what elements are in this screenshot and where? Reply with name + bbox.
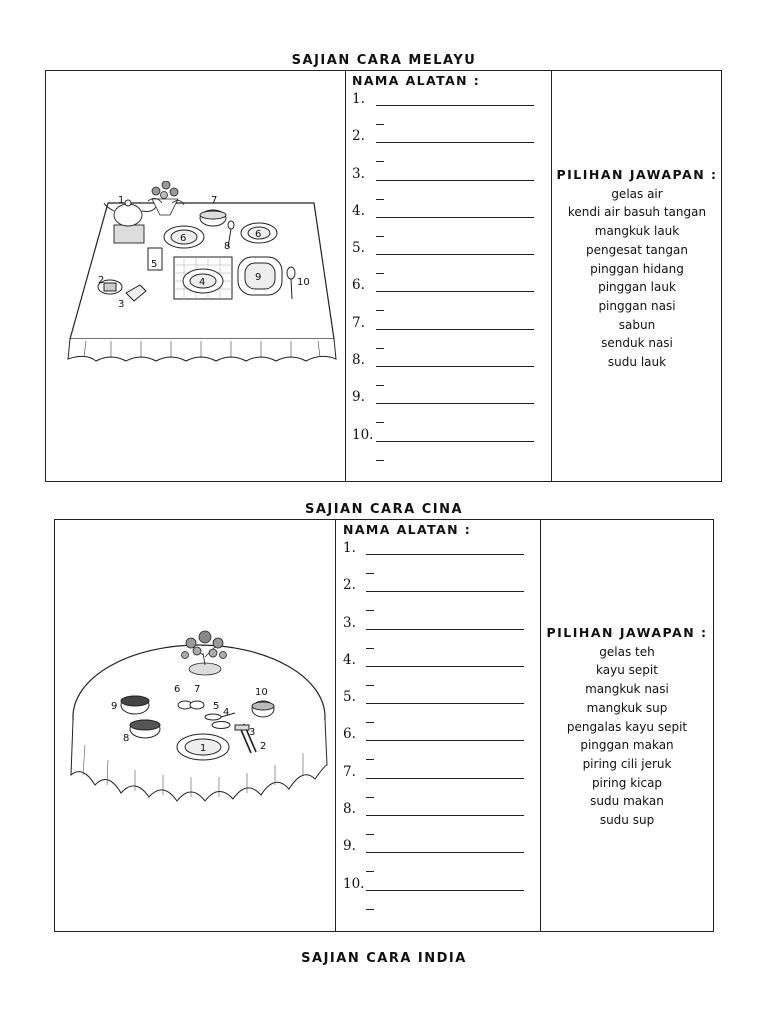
choice-item: gelas air: [611, 186, 663, 201]
nama-alatan-header: NAMA ALATAN :: [352, 73, 481, 88]
pilihan-jawapan-header: PILIHAN JAWAPAN :: [556, 167, 718, 182]
answer-line[interactable]: [366, 890, 524, 891]
answer-line[interactable]: [366, 554, 524, 555]
label-5: 5: [213, 701, 220, 712]
choice-item: sudu sup: [599, 813, 655, 828]
answer-line[interactable]: [366, 591, 524, 592]
choice-item: pinggan nasi: [598, 298, 676, 313]
choice-item: mangkuk lauk: [594, 224, 680, 239]
answer-line[interactable]: [376, 217, 534, 218]
choice-item: senduk nasi: [601, 336, 673, 351]
item-number: 9.: [343, 838, 356, 854]
label-7: 7: [211, 195, 218, 206]
section-title-cina: SAJIAN CARA CINA: [304, 502, 464, 517]
label-8: 8: [123, 733, 130, 744]
answer-line[interactable]: [376, 329, 534, 330]
choice-item: pengesat tangan: [586, 242, 688, 257]
item-number: 4.: [352, 203, 365, 219]
answer-line[interactable]: [366, 778, 524, 779]
choice-item: sudu lauk: [607, 355, 667, 370]
answer-line[interactable]: [366, 852, 524, 853]
label-2: 2: [260, 741, 267, 752]
item-number: 6.: [343, 726, 356, 742]
item-number: 5.: [352, 240, 365, 256]
answer-line[interactable]: [376, 142, 534, 143]
item-number: 6.: [352, 277, 365, 293]
answer-line[interactable]: [366, 666, 524, 667]
answer-line[interactable]: [366, 740, 524, 741]
answer-choices-melayu: [552, 166, 722, 372]
item-number: 7.: [343, 764, 356, 780]
choice-item: sudu makan: [590, 794, 664, 809]
label-3: 3: [249, 727, 256, 738]
choice-item: kendi air basuh tangan: [567, 205, 707, 220]
item-number: 5.: [343, 689, 356, 705]
choice-item: pinggan lauk: [598, 280, 676, 295]
choice-item: mangkuk sup: [586, 700, 668, 715]
choice-item: sabun: [618, 317, 656, 332]
pilihan-jawapan-header: PILIHAN JAWAPAN :: [546, 625, 708, 640]
item-number: 1.: [352, 91, 365, 107]
label-8: 8: [224, 241, 231, 252]
choice-item: pinggan hidang: [590, 261, 684, 276]
choice-item: gelas teh: [599, 644, 655, 659]
item-number: 10.: [352, 427, 374, 443]
item-number: 9.: [352, 389, 365, 405]
section-title-melayu: SAJIAN CARA MELAYU: [291, 53, 477, 68]
label-4: 4: [199, 277, 206, 288]
answer-line[interactable]: [366, 815, 524, 816]
label-1: 1: [200, 743, 207, 754]
answer-line[interactable]: [376, 180, 534, 181]
label-3: 3: [118, 299, 125, 310]
item-number: 8.: [343, 801, 356, 817]
section-title-india: SAJIAN CARA INDIA: [301, 951, 467, 966]
label-9: 9: [255, 272, 262, 283]
item-number: 10.: [343, 876, 365, 892]
nama-alatan-header: NAMA ALATAN :: [343, 522, 472, 537]
label-4: 4: [223, 707, 230, 718]
answer-line[interactable]: [376, 291, 534, 292]
choice-item: pinggan makan: [580, 738, 674, 753]
label-6: 6: [174, 684, 181, 695]
answer-line[interactable]: [376, 441, 534, 442]
item-number: 3.: [343, 615, 356, 631]
worksheet-table-cina: [54, 519, 714, 932]
answer-line[interactable]: [376, 105, 534, 106]
answer-line[interactable]: [376, 366, 534, 367]
choice-item: kayu sepit: [596, 663, 658, 678]
choice-item: piring kicap: [591, 775, 663, 790]
item-number: 2.: [352, 128, 365, 144]
answer-line[interactable]: [366, 629, 524, 630]
item-number: 7.: [352, 315, 365, 331]
worksheet-table-melayu: [45, 70, 722, 482]
choice-item: mangkuk nasi: [585, 682, 669, 697]
chinese-table-illustration: [63, 625, 335, 825]
choice-item: piring cili jeruk: [582, 756, 672, 771]
answer-line[interactable]: [376, 254, 534, 255]
item-number: 1.: [343, 540, 356, 556]
label-10: 10: [255, 687, 268, 698]
item-number: 3.: [352, 166, 365, 182]
item-number: 2.: [343, 577, 356, 593]
label-6a: 6: [180, 233, 187, 244]
malay-table-illustration: [56, 181, 346, 371]
label-1: 1: [118, 195, 125, 206]
label-9: 9: [111, 701, 118, 712]
label-5: 5: [151, 259, 158, 270]
label-10: 10: [297, 277, 310, 288]
item-number: 4.: [343, 652, 356, 668]
label-2: 2: [98, 275, 105, 286]
answer-line[interactable]: [366, 703, 524, 704]
label-7: 7: [194, 684, 201, 695]
item-number: 8.: [352, 352, 365, 368]
label-6b: 6: [255, 229, 262, 240]
answer-choices-cina: [541, 624, 713, 830]
choice-item: pengalas kayu sepit: [566, 719, 688, 734]
answer-line[interactable]: [376, 403, 534, 404]
